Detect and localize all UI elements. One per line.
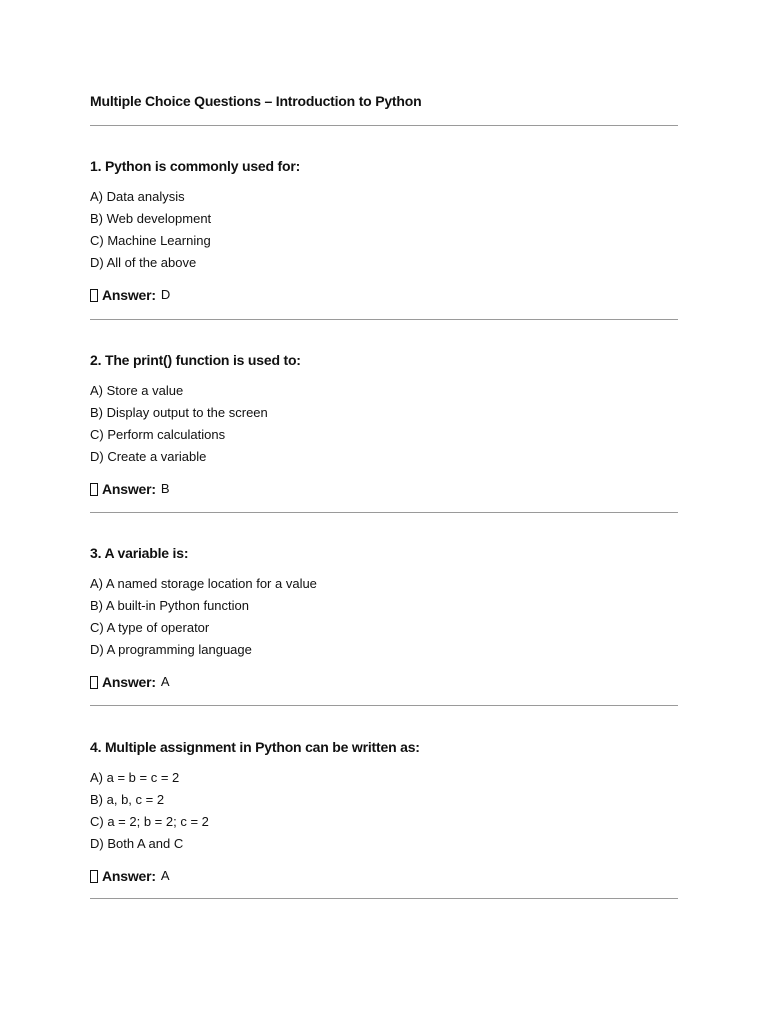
option-c: C) a = 2; b = 2; c = 2: [90, 814, 209, 829]
option-d: D) Both A and C: [90, 836, 184, 851]
option-list: [90, 188, 678, 276]
question-3: [90, 543, 678, 692]
question-divider: [90, 705, 678, 706]
option-a: A) Data analysis: [90, 189, 185, 204]
answer-label: Answer:: [102, 287, 156, 303]
option-b: B) Display output to the screen: [90, 405, 268, 420]
question-divider: [90, 898, 678, 899]
option-d: D) All of the above: [90, 255, 197, 270]
answer-value: D: [160, 287, 171, 302]
answer-line: [90, 866, 678, 886]
option-c: C) A type of operator: [90, 620, 210, 635]
answer-line: [90, 285, 678, 305]
document-title: Multiple Choice Questions – Introduction to Python: [90, 93, 422, 109]
answer-line: [90, 672, 678, 692]
answer-value: B: [160, 481, 170, 496]
checkbox-glyph-icon: [90, 870, 98, 883]
question-2: [90, 350, 678, 499]
option-b: B) A built-in Python function: [90, 598, 249, 613]
question-heading: 1. Python is commonly used for:: [90, 158, 301, 174]
title-divider: [90, 125, 678, 126]
option-a: A) Store a value: [90, 383, 184, 398]
answer-value: A: [160, 868, 170, 883]
option-b: B) a, b, c = 2: [90, 792, 165, 807]
answer-label: Answer:: [102, 481, 156, 497]
checkbox-glyph-icon: [90, 676, 98, 689]
option-d: D) A programming language: [90, 642, 252, 657]
question-1: [90, 156, 678, 305]
question-divider: [90, 319, 678, 320]
option-d: D) Create a variable: [90, 449, 207, 464]
checkbox-glyph-icon: [90, 289, 98, 302]
option-list: [90, 575, 678, 663]
answer-label: Answer:: [102, 674, 156, 690]
option-c: C) Machine Learning: [90, 233, 211, 248]
question-heading: 3. A variable is:: [90, 545, 189, 561]
option-list: [90, 769, 678, 857]
question-4: [90, 737, 678, 886]
option-list: [90, 382, 678, 470]
answer-value: A: [160, 674, 170, 689]
option-a: A) a = b = c = 2: [90, 770, 180, 785]
checkbox-glyph-icon: [90, 483, 98, 496]
option-c: C) Perform calculations: [90, 427, 226, 442]
option-b: B) Web development: [90, 211, 212, 226]
question-divider: [90, 512, 678, 513]
answer-line: [90, 479, 678, 499]
answer-label: Answer:: [102, 868, 156, 884]
option-a: A) A named storage location for a value: [90, 576, 317, 591]
question-heading: 4. Multiple assignment in Python can be written as:: [90, 739, 420, 755]
question-heading: 2. The print() function is used to:: [90, 352, 301, 368]
